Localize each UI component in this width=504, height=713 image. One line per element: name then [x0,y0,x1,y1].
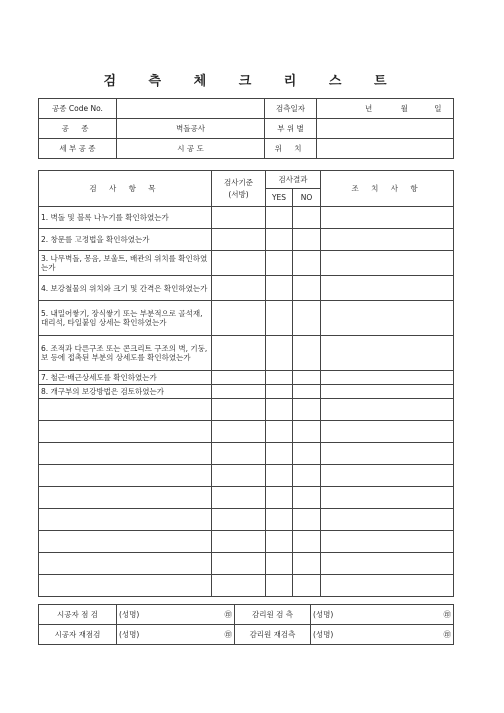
item-no-cell[interactable] [293,207,321,229]
blank-action[interactable] [321,509,454,531]
item-action[interactable] [321,229,454,251]
item-1: 1. 벽돌 및 블록 나누기를 확인하였는가 [39,207,212,229]
col-header-action: 조 치 사 항 [321,171,454,207]
supervisor-reinspect-sign[interactable]: (성명) ㊞ [311,625,454,645]
item-yes-cell[interactable] [266,229,293,251]
blank-standard[interactable] [212,575,266,597]
blank-item[interactable] [39,575,212,597]
item-no-cell[interactable] [293,276,321,301]
seal-icon: ㊞ [224,610,232,619]
blank-item[interactable] [39,399,212,421]
item-8: 8. 개구부의 보강방법은 검토하였는가 [39,385,212,399]
item-action[interactable] [321,385,454,399]
work-code-label: 공종 Code No. [39,99,117,119]
item-standard[interactable] [212,371,266,385]
col-header-result: 검사결과 [266,171,321,189]
item-yes-cell[interactable] [266,251,293,276]
blank-action[interactable] [321,421,454,443]
item-action[interactable] [321,276,454,301]
inspection-date-value[interactable] [317,99,454,119]
col-header-no: NO [293,189,321,207]
item-2: 2. 창문를 고정법을 확인하였는가 [39,229,212,251]
blank-standard[interactable] [212,465,266,487]
blank-action[interactable] [321,531,454,553]
blank-yes[interactable] [266,465,293,487]
blank-yes[interactable] [266,399,293,421]
item-yes-cell[interactable] [266,276,293,301]
contractor-recheck-label: 시공자 재점검 [39,625,117,645]
part-label: 부 위 별 [265,119,317,139]
blank-no[interactable] [293,487,321,509]
blank-standard[interactable] [212,487,266,509]
item-standard[interactable] [212,336,266,371]
contractor-recheck-sign[interactable]: (성명) ㊞ [117,625,235,645]
seal-icon: ㊞ [443,610,451,619]
blank-yes[interactable] [266,575,293,597]
blank-yes[interactable] [266,509,293,531]
item-3: 3. 나무벽돌, 몽음, 보울트, 배관의 위치를 확인하였는가 [39,251,212,276]
item-yes-cell[interactable] [266,336,293,371]
item-no-cell[interactable] [293,301,321,336]
blank-item[interactable] [39,443,212,465]
blank-item[interactable] [39,531,212,553]
blank-standard[interactable] [212,421,266,443]
item-4: 4. 보강철물의 위치와 크기 및 간격은 확인하였는가 [39,276,212,301]
header-info-table [38,98,454,159]
seal-icon: ㊞ [224,630,232,639]
item-standard[interactable] [212,385,266,399]
item-no-cell[interactable] [293,229,321,251]
item-standard[interactable] [212,301,266,336]
work-code-value[interactable] [117,99,265,119]
item-yes-cell[interactable] [266,385,293,399]
blank-yes[interactable] [266,487,293,509]
supervisor-inspect-sign[interactable]: (성명) ㊞ [311,605,454,625]
blank-standard[interactable] [212,553,266,575]
blank-no[interactable] [293,443,321,465]
item-action[interactable] [321,301,454,336]
item-yes-cell[interactable] [266,301,293,336]
blank-item[interactable] [39,487,212,509]
supervisor-reinspect-label: 감리원 재검측 [235,625,311,645]
item-no-cell[interactable] [293,251,321,276]
date-year: 년 [365,104,373,113]
blank-no[interactable] [293,509,321,531]
item-action[interactable] [321,371,454,385]
blank-item[interactable] [39,509,212,531]
detail-work-type-label: 세 부 공 종 [39,139,117,159]
part-value[interactable] [317,119,454,139]
blank-no[interactable] [293,553,321,575]
blank-yes[interactable] [266,421,293,443]
location-value[interactable] [317,139,454,159]
item-no-cell[interactable] [293,336,321,371]
location-label: 위 치 [265,139,317,159]
blank-action[interactable] [321,465,454,487]
date-day: 일 [434,104,442,113]
date-month: 월 [400,104,408,113]
page-title: 검 측 체 크 리 스 트 [103,74,401,89]
item-5: 5. 내밀어쌓기, 장식쌓기 또는 부분적으로 골석재, 대리석, 타일붙임 상세는 확인하였는가 [39,301,212,336]
work-type-value: 벽돌공사 [117,119,265,139]
inspection-items-table [38,170,454,597]
contractor-check-label: 시공자 점 검 [39,605,117,625]
col-header-yes: YES [266,189,293,207]
blank-no[interactable] [293,531,321,553]
blank-item[interactable] [39,465,212,487]
blank-no[interactable] [293,421,321,443]
item-7: 7. 철근·배근상세도를 확인하였는가 [39,371,212,385]
blank-no[interactable] [293,575,321,597]
item-6: 6. 조적과 다른구조 또는 콘크리트 구조의 벽, 기둥, 보 등에 접촉된 부분의 상세도를 확인하였는가 [39,336,212,371]
item-action[interactable] [321,336,454,371]
item-action[interactable] [321,251,454,276]
item-standard[interactable] [212,229,266,251]
blank-item[interactable] [39,421,212,443]
blank-yes[interactable] [266,531,293,553]
blank-action[interactable] [321,399,454,421]
contractor-check-sign[interactable]: (성명) ㊞ [117,605,235,625]
blank-standard[interactable] [212,443,266,465]
blank-action[interactable] [321,443,454,465]
item-yes-cell[interactable] [266,371,293,385]
inspection-date-label: 검측일자 [265,99,317,119]
item-standard[interactable] [212,207,266,229]
item-action[interactable] [321,207,454,229]
blank-action[interactable] [321,575,454,597]
item-no-cell[interactable] [293,371,321,385]
col-header-item: 검 사 항 목 [39,171,212,207]
blank-action[interactable] [321,487,454,509]
blank-action[interactable] [321,553,454,575]
blank-no[interactable] [293,465,321,487]
item-standard[interactable] [212,276,266,301]
seal-icon: ㊞ [443,630,451,639]
blank-yes[interactable] [266,443,293,465]
signature-table [38,604,454,645]
work-type-label: 공 종 [39,119,117,139]
supervisor-inspect-label: 감리원 검 측 [235,605,311,625]
item-yes-cell[interactable] [266,207,293,229]
item-standard[interactable] [212,251,266,276]
blank-item[interactable] [39,553,212,575]
item-no-cell[interactable] [293,385,321,399]
col-header-standard: 검사기준 (서방) [212,171,266,207]
detail-work-type-value: 시 공 도 [117,139,265,159]
blank-no[interactable] [293,399,321,421]
blank-standard[interactable] [212,509,266,531]
blank-yes[interactable] [266,553,293,575]
blank-standard[interactable] [212,531,266,553]
blank-standard[interactable] [212,399,266,421]
